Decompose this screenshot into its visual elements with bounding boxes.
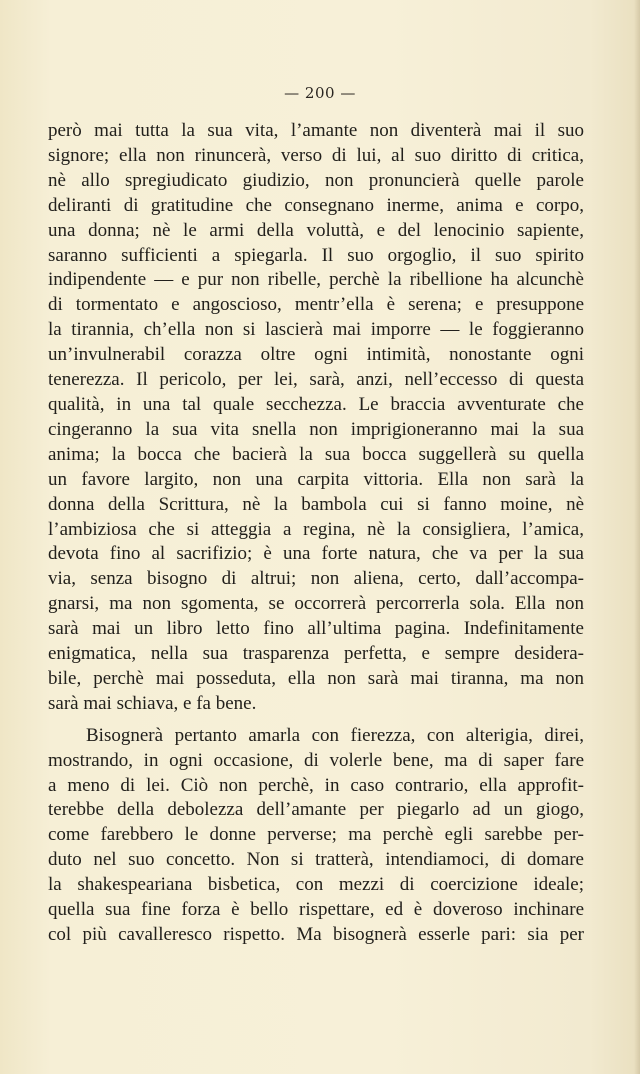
text-line: come farebbero le donne perverse; ma perchè egli sarebbe per- [48,824,584,846]
text-line: di tormentato e angoscioso, mentr’ella è serena; e presuppone [48,294,584,316]
text-line: nè allo spregiudicato giudizio, non pronuncierà quelle parole [48,169,584,191]
text-line: la shakespeariana bisbetica, con mezzi di coercizione ideale; [48,874,584,896]
text-line: donna della Scrittura, nè la bambola cui si fanno moine, nè [48,493,584,515]
text-line: enigmatica, nella sua trasparenza perfetta, e sempre desidera- [48,643,584,665]
text-line: terebbe della debolezza dell’amante per piegarlo ad un giogo, [48,799,584,821]
text-line: però mai tutta la sua vita, l’amante non diventerà mai il suo [48,120,584,141]
text-line: gnarsi, ma non sgomenta, se occorrerà percorrerla sola. Ella non [48,593,584,615]
text-line: tenerezza. Il pericolo, per lei, sarà, anzi, nell’eccesso di questa [48,369,584,391]
text-line: sarà mai schiava, e fa bene. [48,692,257,714]
text-line: qualità, in una tal quale secchezza. Le braccia avventurate che [48,393,584,415]
text-line: bile, perchè mai posseduta, ella non sarà mai tiranna, ma non [48,667,584,689]
text-line: Bisognerà pertanto amarla con fierezza, con alterigia, direi, [86,724,584,746]
paragraph [48,724,584,948]
text-line: via, senza bisogno di altrui; non aliena, certo, dall’accompa- [48,568,584,590]
text-line: signore; ella non rinuncerà, verso di lui, al suo diritto di critica, [48,144,584,166]
page-number: — 200 — [284,84,356,102]
text-line: la tirannia, ch’ella non si lascierà mai imporre — le foggieranno [48,319,584,341]
text-line: un favore largito, non una carpita vittoria. Ella non sarà la [48,468,584,490]
text-line: saranno sufficienti a spiegarla. Il suo orgoglio, il suo spirito [48,244,584,266]
text-line: col più cavalleresco rispetto. Ma bisognerà esserle pari: sia per [48,924,584,945]
text-line: anima; la bocca che bacierà la sua bocca suggellerà su quella [48,443,584,465]
body-text [48,119,584,948]
text-line: cingeranno la sua vita snella non imprigioneranno mai la sua [48,418,584,440]
text-line: sarà mai un libro letto fino all’ultima pagina. Indefinitamente [48,618,584,640]
text-line: l’ambiziosa che si atteggia a regina, nè la consigliera, l’amica, [48,518,584,540]
text-line: devota fino al sacrifizio; è una forte natura, che va per la sua [48,543,584,565]
text-line: mostrando, in ogni occasione, di volerle bene, ma di saper fare [48,749,584,771]
paragraph [48,119,584,717]
text-line: indipendente — e pur non ribelle, perchè la ribellione ha alcunchè [48,269,584,291]
page-edge-shadow [634,0,640,1074]
text-line: un’invulnerabil corazza oltre ogni intimità, nonostante ogni [48,344,584,366]
text-line: duto nel suo concetto. Non si tratterà, intendiamoci, di domare [48,849,584,871]
text-line: deliranti di gratitudine che consegnano inerme, anima e corpo, [48,194,584,216]
paragraph-spacing [48,717,584,724]
text-line: quella sua fine forza è bello rispettare, ed è doveroso inchinare [48,899,584,921]
text-line: a meno di lei. Ciò non perchè, in caso contrario, ella approfit- [48,774,584,796]
text-line: una donna; nè le armi della voluttà, e del lenocinio sapiente, [48,219,584,241]
